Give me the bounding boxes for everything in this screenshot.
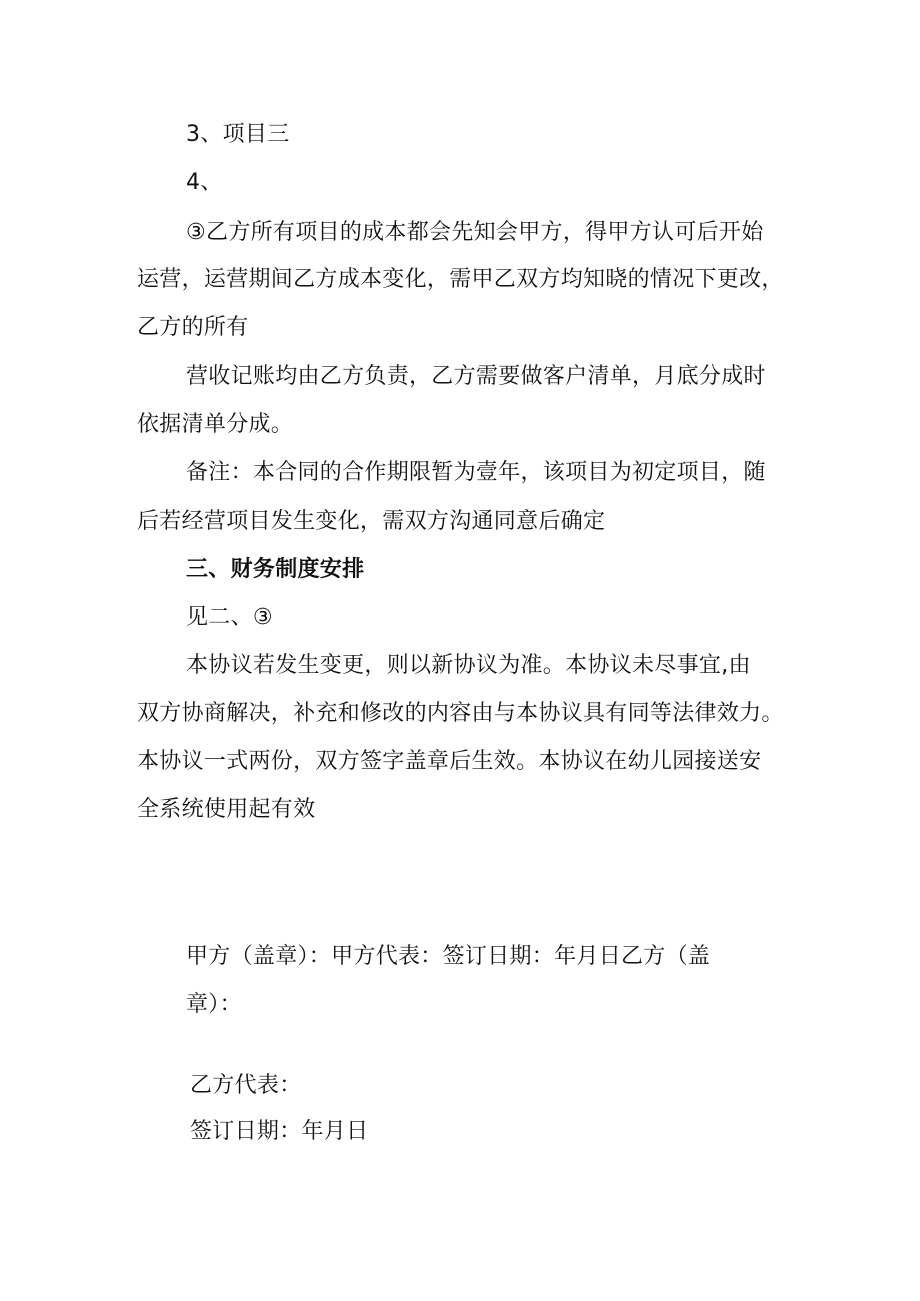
para2-line1: 营收记账均由乙方负责，乙方需要做客户清单，月底分成时 — [186, 364, 766, 389]
item-3: 3、项目三 — [186, 122, 290, 147]
signing-date: 签订日期：年月日 — [190, 1119, 369, 1144]
para1-line3: 乙方的所有 — [137, 315, 249, 340]
para2-line2: 依据清单分成。 — [137, 412, 294, 437]
remark-line1: 备注：本合同的合作期限暂为壹年，该项目为初定项目，随 — [186, 460, 766, 485]
item-4: 4、 — [186, 170, 223, 195]
signature-line1: 甲方（盖章）：甲方代表：签订日期：年月日乙方（盖 — [186, 944, 711, 969]
para1-line2: 运营，运营期间乙方成本变化，需甲乙双方均知晓的情况下更改， — [137, 267, 784, 292]
closing-line2: 双方协商解决，补充和修改的内容由与本协议具有同等法律效力。 — [137, 701, 784, 726]
section3-heading: 三、财务制度安排 — [186, 557, 365, 582]
party-b-representative: 乙方代表： — [190, 1073, 302, 1098]
remark-line2: 后若经营项目发生变化，需双方沟通同意后确定 — [137, 509, 606, 534]
section3-ref: 见二、③ — [186, 605, 273, 630]
signature-line2: 章）： — [186, 992, 242, 1017]
closing-line4: 全系统使用起有效 — [137, 797, 316, 822]
closing-line1: 本协议若发生变更，则以新协议为准。本协议未尽事宜,由 — [186, 653, 751, 678]
para1-line1: ③乙方所有项目的成本都会先知会甲方，得甲方认可后开始 — [186, 220, 764, 245]
closing-line3: 本协议一式两份，双方签字盖章后生效。本协议在幼儿园接送安 — [137, 749, 762, 774]
